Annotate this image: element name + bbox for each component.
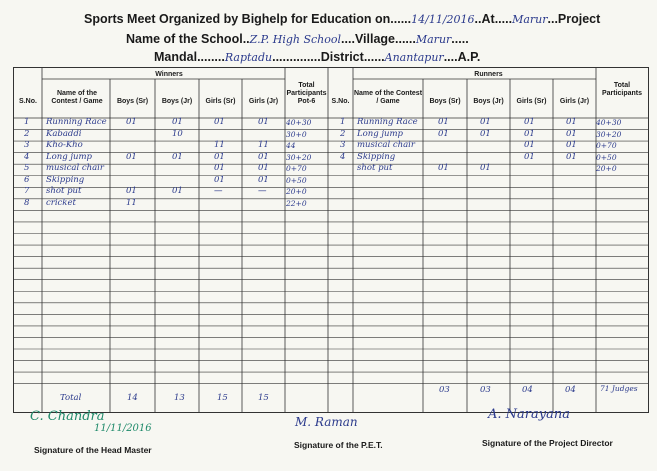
winners-heading: Winners bbox=[155, 71, 183, 78]
district-label: District bbox=[320, 50, 364, 64]
winner-cell-total: 44 bbox=[286, 141, 296, 151]
winner-cell-bj: 01 bbox=[172, 117, 183, 127]
runner-cell-sno: 4 bbox=[340, 151, 346, 162]
col-boys-sr-runners: Boys (Sr) bbox=[429, 98, 461, 105]
runner-cell-total: 40+30 bbox=[596, 118, 622, 127]
winner-cell-sno: 8 bbox=[24, 197, 30, 208]
runner-cell-gs: 01 bbox=[524, 117, 535, 127]
runner-cell-total: 0+70 bbox=[596, 141, 617, 151]
mandal-label: Mandal bbox=[154, 50, 198, 64]
head-master-date: 11/11/2016 bbox=[94, 423, 152, 434]
pet-signature: M. Raman bbox=[295, 415, 358, 429]
winner-cell-bs: 01 bbox=[126, 186, 137, 197]
runner-cell-contest: Running Race bbox=[357, 117, 418, 127]
title-prefix: Sports Meet Organized by Bighelp for Education on bbox=[84, 12, 391, 26]
winner-cell-total: 0+70 bbox=[286, 164, 307, 174]
runner-cell-contest: Skipping bbox=[357, 151, 396, 162]
col-girls-sr-runners: Girls (Sr) bbox=[516, 98, 547, 105]
project-director-signature: A. Narayana bbox=[488, 407, 570, 422]
school-name: Z.P. High School bbox=[249, 33, 342, 46]
total-winners-girls-sr: 15 bbox=[217, 393, 228, 403]
runner-cell-bs: 01 bbox=[438, 163, 449, 174]
col-sno-runners: S.No. bbox=[331, 98, 350, 105]
winner-cell-sno: 4 bbox=[24, 151, 30, 162]
winner-cell-total: 30+20 bbox=[286, 152, 312, 162]
winner-cell-bj: 01 bbox=[172, 151, 183, 162]
village-name: Marur bbox=[415, 33, 452, 46]
runner-cell-bj: 01 bbox=[480, 128, 491, 139]
runner-cell-total: 30+20 bbox=[596, 129, 622, 139]
total-winners-boys-jr: 13 bbox=[174, 393, 185, 403]
winner-cell-gs: 01 bbox=[214, 163, 225, 174]
col-boys-jr: Boys (Jr) bbox=[161, 98, 193, 105]
runner-cell-contest: musical chair bbox=[357, 140, 415, 151]
project-director-label: Signature of the Project Director bbox=[482, 438, 613, 448]
winner-cell-bs: 01 bbox=[126, 151, 137, 162]
total-winners-boys-sr: 14 bbox=[127, 393, 138, 403]
col-boys-jr-runners: Boys (Jr) bbox=[473, 98, 504, 105]
runner-cell-gs: 01 bbox=[524, 140, 535, 151]
col-total-runners: Total Participants bbox=[601, 82, 643, 97]
runner-cell-total: 20+0 bbox=[596, 164, 617, 174]
col-sno: S.No. bbox=[19, 98, 37, 105]
winner-cell-gs: — bbox=[214, 186, 223, 197]
col-contest-runners: Name of the Contest / Game bbox=[353, 90, 423, 105]
runner-cell-contest: shot put bbox=[357, 163, 393, 174]
winner-cell-sno: 7 bbox=[24, 186, 30, 197]
winner-cell-contest: cricket bbox=[46, 197, 76, 208]
col-girls-sr: Girls (Sr) bbox=[205, 98, 236, 105]
table-grid bbox=[14, 68, 648, 412]
winner-cell-contest: Kho-Kho bbox=[46, 140, 83, 151]
event-date: 14/11/2016 bbox=[411, 13, 475, 26]
winner-cell-bj: 10 bbox=[172, 128, 183, 139]
winner-cell-contest: Kabaddi bbox=[46, 128, 82, 139]
winner-cell-gs: 01 bbox=[214, 151, 225, 162]
project-label: Project bbox=[557, 12, 601, 26]
runner-cell-gj: 01 bbox=[566, 140, 577, 151]
runner-cell-gj: 01 bbox=[566, 151, 577, 162]
total-runners-participants: 71 Judges bbox=[600, 384, 638, 393]
col-contest: Name of the Contest / Game bbox=[51, 90, 103, 105]
winner-cell-contest: shot put bbox=[46, 186, 82, 197]
state-name: A.P. bbox=[457, 50, 481, 64]
runner-cell-contest: Long jump bbox=[357, 128, 403, 139]
total-runners-girls-sr: 04 bbox=[522, 385, 533, 395]
winner-cell-gj: 01 bbox=[258, 151, 269, 162]
winner-cell-gj: 01 bbox=[258, 163, 269, 174]
runner-cell-bs: 01 bbox=[438, 128, 449, 139]
title-line: Sports Meet Organized by Bighelp for Education on......14/11/2016..At.....Marur...Project bbox=[84, 12, 601, 26]
winner-cell-total: 20+0 bbox=[286, 187, 307, 197]
total-label: Total bbox=[60, 393, 82, 403]
winner-cell-gj: 11 bbox=[258, 140, 269, 151]
winner-cell-total: 40+30 bbox=[286, 118, 312, 127]
winner-cell-gj: 01 bbox=[258, 117, 269, 127]
winner-cell-gs: 11 bbox=[214, 140, 225, 151]
winner-cell-sno: 6 bbox=[24, 174, 30, 185]
winner-cell-contest: Running Race bbox=[46, 117, 107, 127]
runner-cell-sno: 2 bbox=[340, 128, 346, 139]
total-runners-boys-sr: 03 bbox=[439, 385, 450, 395]
runners-heading: Runners bbox=[474, 71, 503, 78]
winner-cell-sno: 3 bbox=[24, 140, 30, 151]
runner-cell-gj: 01 bbox=[566, 117, 577, 127]
mandal-line: Mandal........Raptadu..............District......Anantapur....A.P. bbox=[154, 50, 481, 64]
head-master-label: Signature of the Head Master bbox=[34, 445, 152, 455]
pet-label: Signature of the P.E.T. bbox=[294, 440, 383, 450]
runner-cell-gs: 01 bbox=[524, 151, 535, 162]
col-boys-sr: Boys (Sr) bbox=[116, 98, 149, 105]
col-total-winners: Total Participants Pot-6 bbox=[286, 82, 327, 105]
winner-cell-contest: Skipping bbox=[46, 174, 85, 185]
winner-cell-contest: Long jump bbox=[46, 151, 92, 162]
winner-cell-gj: 01 bbox=[258, 174, 269, 185]
winner-cell-bs: 01 bbox=[126, 117, 137, 127]
col-girls-jr: Girls (Jr) bbox=[248, 98, 279, 105]
mandal-name: Raptadu bbox=[224, 51, 273, 64]
runner-cell-gs: 01 bbox=[524, 128, 535, 139]
total-runners-boys-jr: 03 bbox=[480, 385, 491, 395]
runner-cell-bj: 01 bbox=[480, 163, 491, 174]
winner-cell-contest: musical chair bbox=[46, 163, 104, 174]
runner-cell-gj: 01 bbox=[566, 128, 577, 139]
school-label: Name of the School bbox=[126, 32, 243, 46]
runner-cell-sno: 3 bbox=[340, 140, 346, 151]
runner-cell-bj: 01 bbox=[480, 117, 491, 127]
school-line: Name of the School..Z.P. High School....Village......Marur..... bbox=[126, 32, 469, 46]
winner-cell-total: 30+0 bbox=[286, 129, 307, 139]
total-runners-girls-jr: 04 bbox=[565, 385, 576, 395]
total-winners-girls-jr: 15 bbox=[258, 393, 269, 403]
runner-cell-total: 0+50 bbox=[596, 152, 617, 162]
runner-cell-bs: 01 bbox=[438, 117, 449, 127]
winner-cell-bs: 11 bbox=[126, 197, 137, 208]
head-master-signature: C. Chandra bbox=[30, 409, 105, 424]
winner-cell-total: 22+0 bbox=[286, 198, 307, 208]
winner-cell-sno: 5 bbox=[24, 163, 30, 174]
district-name: Anantapur bbox=[384, 51, 444, 64]
event-place: Marur bbox=[512, 13, 548, 26]
winner-cell-bj: 01 bbox=[172, 186, 183, 197]
col-girls-jr-runners: Girls (Jr) bbox=[559, 98, 590, 105]
winner-cell-total: 0+50 bbox=[286, 175, 307, 185]
winner-cell-gs: 01 bbox=[214, 174, 225, 185]
winner-cell-gs: 01 bbox=[214, 117, 225, 127]
village-label: Village bbox=[354, 32, 396, 46]
winner-cell-sno: 2 bbox=[24, 128, 30, 139]
winner-cell-gj: — bbox=[258, 186, 267, 197]
winner-cell-sno: 1 bbox=[24, 117, 30, 127]
results-table bbox=[13, 67, 649, 413]
at-label: At bbox=[481, 12, 495, 26]
runner-cell-sno: 1 bbox=[340, 117, 346, 127]
